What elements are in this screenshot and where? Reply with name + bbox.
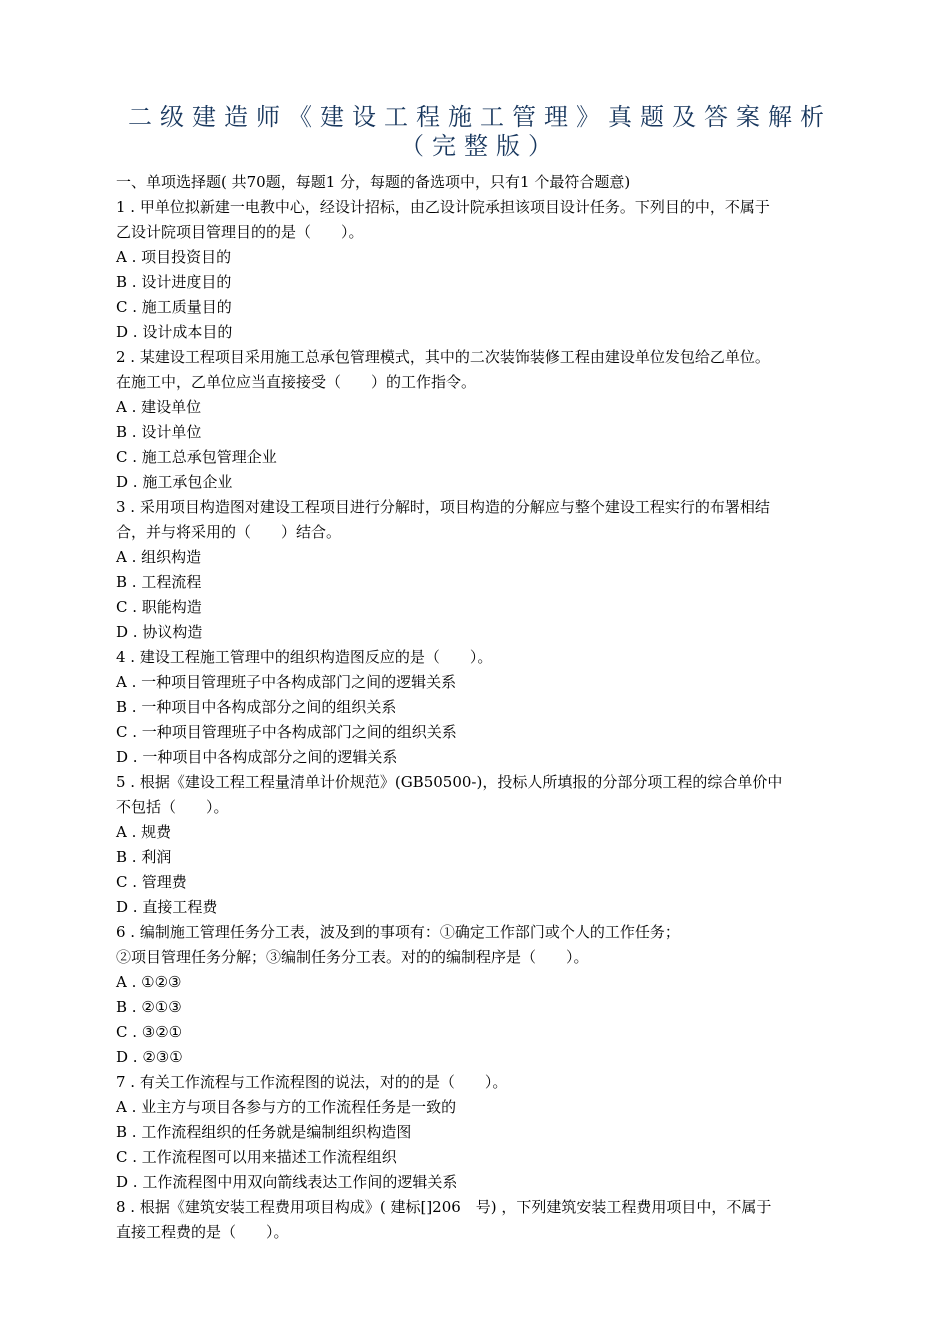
text-line: 7 . 有关工作流程与工作流程图的说法，对的的是（ ）。 xyxy=(116,1073,508,1091)
text-line: B . 工作流程组织的任务就是编制组织构造图 xyxy=(116,1123,412,1141)
text-line: B . 利润 xyxy=(116,848,172,866)
text-line: A . 一种项目管理班子中各构成部门之间的逻辑关系 xyxy=(116,673,457,691)
text-line: C . 一种项目管理班子中各构成部门之间的组织关系 xyxy=(116,723,457,741)
text-line: 直接工程费的是（ ）。 xyxy=(116,1223,289,1241)
text-line: D . 工作流程图中用双向箭线表达工作间的逻辑关系 xyxy=(116,1173,458,1191)
document-title xyxy=(100,103,860,161)
text-line: C . 职能构造 xyxy=(116,598,202,616)
text-line: D . 协议构造 xyxy=(116,623,203,641)
text-line: D . 直接工程费 xyxy=(116,898,218,916)
text-line: A . ①②③ xyxy=(116,973,182,991)
text-line: B . ②①③ xyxy=(116,998,182,1016)
text-line: B . 一种项目中各构成部分之间的组织关系 xyxy=(116,698,397,716)
text-line: ②项目管理任务分解；③编制任务分工表。对的的编制程序是（ ）。 xyxy=(116,948,589,966)
text-line: A . 规费 xyxy=(116,823,172,841)
text-line: C . 施工质量目的 xyxy=(116,298,232,316)
text-line: C . 工作流程图可以用来描述工作流程组织 xyxy=(116,1148,397,1166)
text-line: B . 设计单位 xyxy=(116,423,202,441)
text-line: A . 业主方与项目各参与方的工作流程任务是一致的 xyxy=(116,1098,457,1116)
text-line: A . 建设单位 xyxy=(116,398,202,416)
text-line: 5 . 根据《建设工程工程量清单计价规范》(GB50500-)，投标人所填报的分部分项工程的综合单价中 xyxy=(116,773,783,791)
text-line: 一、单项选择题( 共70题，每题1 分，每题的备选项中，只有1 个最符合题意) xyxy=(116,173,631,191)
title-line-2: （完整版） xyxy=(400,132,560,160)
text-line: C . ③②① xyxy=(116,1023,183,1041)
text-line: B . 工程流程 xyxy=(116,573,202,591)
text-line: 不包括（ ）。 xyxy=(116,798,229,816)
text-line: D . ②③① xyxy=(116,1048,183,1066)
text-line: D . 一种项目中各构成部分之间的逻辑关系 xyxy=(116,748,398,766)
title-line-1: 二级建造师《建设工程施工管理》真题及答案解析 xyxy=(128,103,832,131)
text-line: 2 . 某建设工程项目采用施工总承包管理模式，其中的二次装饰装修工程由建设单位发包给乙单位。 xyxy=(116,348,770,366)
text-line: 合，并与将采用的（ ）结合。 xyxy=(116,523,342,541)
text-line: 3 . 采用项目构造图对建设工程项目进行分解时，项目构造的分解应与整个建设工程实行的布署相结 xyxy=(116,498,770,516)
text-line: 4 . 建设工程施工管理中的组织构造图反应的是（ ）。 xyxy=(116,648,493,666)
text-line: C . 管理费 xyxy=(116,873,187,891)
text-line: 8 . 根据《建筑安装工程费用项目构成》( 建标[]206 号) ，下列建筑安装工程费用项目中，不属于 xyxy=(116,1198,772,1216)
text-line: C . 施工总承包管理企业 xyxy=(116,448,277,466)
text-line: 在施工中，乙单位应当直接接受（ ）的工作指令。 xyxy=(116,373,477,391)
text-line: D . 设计成本目的 xyxy=(116,323,233,341)
text-line: A . 组织构造 xyxy=(116,548,202,566)
text-line: 1 . 甲单位拟新建一电教中心，经设计招标，由乙设计院承担该项目设计任务。下列目的中，不属于 xyxy=(116,198,770,216)
document-body xyxy=(116,170,856,1245)
text-line: D . 施工承包企业 xyxy=(116,473,233,491)
text-line: A . 项目投资目的 xyxy=(116,248,232,266)
text-line: 乙设计院项目管理目的的是（ ）。 xyxy=(116,223,364,241)
text-line: 6 . 编制施工管理任务分工表，波及到的事项有：①确定工作部门或个人的工作任务； xyxy=(116,923,680,941)
text-line: B . 设计进度目的 xyxy=(116,273,232,291)
